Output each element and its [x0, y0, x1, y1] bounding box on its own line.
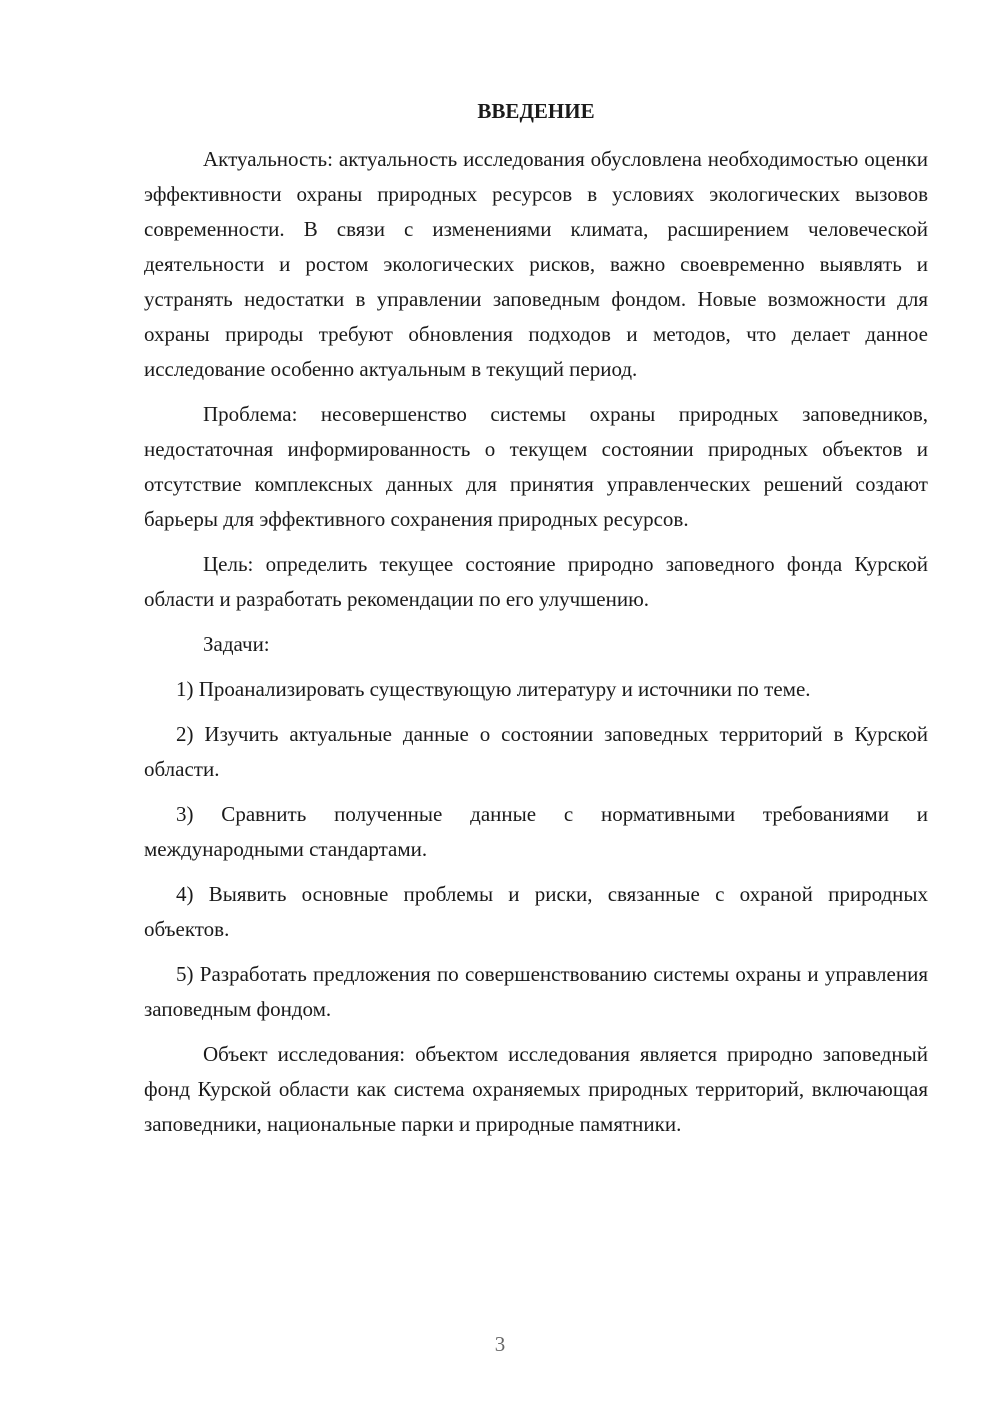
tasks-heading: Задачи:: [203, 632, 270, 656]
document-page: [144, 96, 928, 1152]
section-title: ВВЕДЕНИЕ: [477, 99, 595, 123]
paragraph-relevance: Актуальность: актуальность исследования обусловлена необходимостью оценки эффективности охраны природных ресурсов в условиях экологических вызовов современности. В связи с изменениями климата, расширением человеческой деятельности и ростом экологических рисков, важно своевременно выявлять и устранять недостатки в управлении заповедным фондом. Новые возможности для охраны природы требуют обновления подходов и методов, что делает данное исследование особенно актуальным в текущий период.: [144, 147, 928, 381]
task-item-5: 5) Разработать предложения по совершенствованию системы охраны и управления заповедным фондом.: [144, 962, 928, 1021]
task-item-3: 3) Сравнить полученные данные с нормативными требованиями и международными стандартами.: [144, 802, 928, 861]
task-item-2: 2) Изучить актуальные данные о состоянии заповедных территорий в Курской области.: [144, 722, 928, 781]
page-number: 3: [494, 1332, 506, 1356]
paragraph-problem: Проблема: несовершенство системы охраны природных заповедников, недостаточная информированность о текущем состоянии природных объектов и отсутствие комплексных данных для принятия управленческих решений создают барьеры для эффективного сохранения природных ресурсов.: [144, 402, 928, 531]
task-item-1: 1) Проанализировать существующую литературу и источники по теме.: [176, 677, 811, 701]
task-item-4: 4) Выявить основные проблемы и риски, связанные с охраной природных объектов.: [144, 882, 928, 941]
paragraph-object: Объект исследования: объектом исследования является природно заповедный фонд Курской области как система охраняемых природных территорий, включающая заповедники, национальные парки и природные памятники.: [144, 1042, 928, 1136]
paragraph-goal: Цель: определить текущее состояние природно заповедного фонда Курской области и разработать рекомендации по его улучшению.: [144, 552, 928, 611]
